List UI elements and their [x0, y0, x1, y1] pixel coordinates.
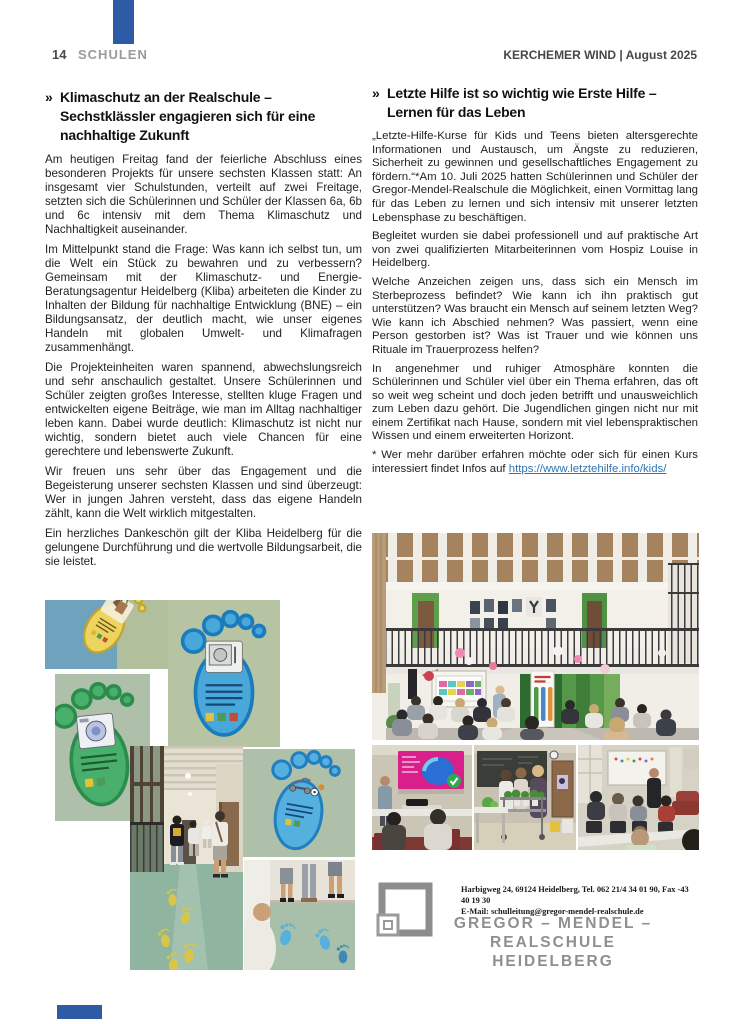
address-line: Harbigweg 24, 69124 Heidelberg, Tel. 062 21/4 34 01 90, Fax -43 40 19 30 — [461, 885, 689, 905]
page-number: 14 — [52, 47, 67, 62]
photo-classroom-speaker — [578, 745, 699, 850]
paragraph: Welche Anzeichen zeigen uns, dass sich ein Mensch im Sterbeprozess befindet? Wie kann ich ihn praktisch gut unterstützen? Was braucht ein Mensch auf seinem letzten Weg? Wie kann ich Abschied nehmen? Was passiert, wenn eine Person gestorben ist? Was ist Trauer und wie können uns Rituale im Trauerprozess helfen? — [372, 275, 698, 356]
top-accent-mark — [113, 0, 134, 44]
paragraph: In angenehmer und ruhiger Atmosphäre konnten die Schülerinnen und Schüler viel über ein Thema erfahren, das oft so weit weg scheint und doch jeden betrifft und unausweichlich zum Leben dazu gehört. Die Jugendlichen gingen nicht nur mit einem Zertifikat nach Hause, sondern mit viel lebenspraktischen Wissen und einem erweiterten Horizont. — [372, 362, 698, 443]
photo-blue-footprint-sticker — [168, 600, 280, 747]
school-name-line1: GREGOR – MENDEL – REALSCHULE — [453, 915, 653, 951]
bottom-accent-mark — [57, 1005, 102, 1019]
headline-text: Klimaschutz an der Realschule – Sechstklässler engagieren sich für eine nachhaltige Zukunft — [60, 89, 316, 143]
article-klimaschutz-headline — [45, 88, 362, 145]
article-letzte-hilfe — [372, 84, 698, 481]
school-name-line2: HEIDELBERG — [492, 953, 614, 970]
paragraph: Am heutigen Freitag fand der feierliche Abschluss eines besonderen Projekts für unsere sechsten Klassen statt: An insgesamt vier Schulstunden, verteilt auf zwei Freitage, setzten sich die Schülerinnen und Schüler der Klassen 6a, 6b und 6c intensiv mit dem Thema Klimaschutz und Nachhaltigkeit auseinander. — [45, 153, 362, 236]
issue-title: KERCHEMER WIND | August 2025 — [503, 48, 697, 62]
photo-course-leaders-plants — [474, 745, 576, 850]
photo-classroom-presentation — [372, 745, 472, 850]
paragraph: Im Mittelpunkt stand die Frage: Was kann ich selbst tun, um die Welt ein Stück zu bewahren und zu verbessern? Gemeinsam mit der Klimaschutz- und Energie-Beratungsagentur Heidelberg (Kliba) arbeiteten die Kinder zu Inhalten der Bildung für nachhaltige Entwicklung (BNE) – ein Bildungsansatz, der deutlich macht, wie unser eigenes Handeln mit globalen Umwelt- und Klimafragen zusammenhängt. — [45, 243, 362, 354]
headline-marker: » — [45, 89, 53, 105]
article-letzte-hilfe-headline — [372, 84, 698, 122]
section-title: SCHULEN — [78, 47, 148, 62]
photo-scooter-footprint-sticker — [243, 749, 355, 857]
article-klimaschutz — [45, 88, 362, 575]
paragraph: Wir freuen uns sehr über das Engagement und die Begeisterung unserer sechsten Klassen und sind überzeugt: Wer in jungen Jahren versteht, dass das eigene Handeln zählt, kann die Welt wirklich mitgestalten. — [45, 465, 362, 520]
photo-school-hall-event — [372, 533, 699, 740]
paragraph: Die Projekteinheiten waren spannend, abwechslungsreich und sehr anschaulich gestaltet. Unsere Schülerinnen und Schüler zeigten großes Interesse, stellten kluge Fragen und entwickelten eigene Beiträge, wie man im Alltag nachhaltiger leben kann. Dabei wurde deutlich: Klimaschutz ist nicht nur wichtig, sondern bietet auch viele Chancen für eine gerechtere und lebenswerte Zukunft. — [45, 361, 362, 458]
headline-text: Letzte Hilfe ist so wichtig wie Erste Hilfe – Lernen für das Leben — [387, 85, 657, 120]
paragraph: Begleitet wurden sie dabei professionell und auf praktische Art von zwei qualifizierten Mitarbeiterinnen vom Hospiz Louise in Heidelberg. — [372, 230, 698, 270]
note-paragraph — [372, 449, 698, 476]
paragraph: „Letzte-Hilfe-Kurse für Kids und Teens bieten altersgerechte Informationen und Austausch, um Ängste zu reduzieren, Sicherheit zu gewinnen und gesellschaftliches Engagement zu fördern.“*Am 10. Juli 2025 hatten Schülerinnen und Schüler der Gregor-Mendel-Realschule die Möglichkeit, einen Vormittag lang für das Leben zu lernen und sich intensiv mit unserer letzten Lebensphase zu beschäftigen. — [372, 130, 698, 224]
classroom-photo-row — [372, 745, 699, 850]
school-address — [461, 884, 697, 917]
paragraph: Ein herzliches Dankeschön gilt der Kliba Heidelberg für die gelungene Durchführung und die wertvolle Bildungsarbeit, die sie leistet. — [45, 527, 362, 568]
school-logo-block — [373, 880, 697, 970]
note-text: * Wer mehr darüber erfahren möchte oder sich für einen Kurs interessiert findet Infos auf — [372, 449, 698, 475]
photo-corridor-footprints — [130, 746, 243, 970]
address-email: E-Mail: schulleitung@gregor-mendel-realschule.de — [461, 907, 644, 916]
headline-marker: » — [372, 85, 380, 101]
footprint-photo-collage — [43, 598, 370, 976]
photo-pupils-floor-footprints — [244, 860, 355, 970]
letztehilfe-link[interactable]: https://www.letztehilfe.info/kids/ — [508, 462, 667, 475]
school-name — [409, 914, 697, 971]
photo-yellow-footprint-sticker — [45, 600, 168, 669]
